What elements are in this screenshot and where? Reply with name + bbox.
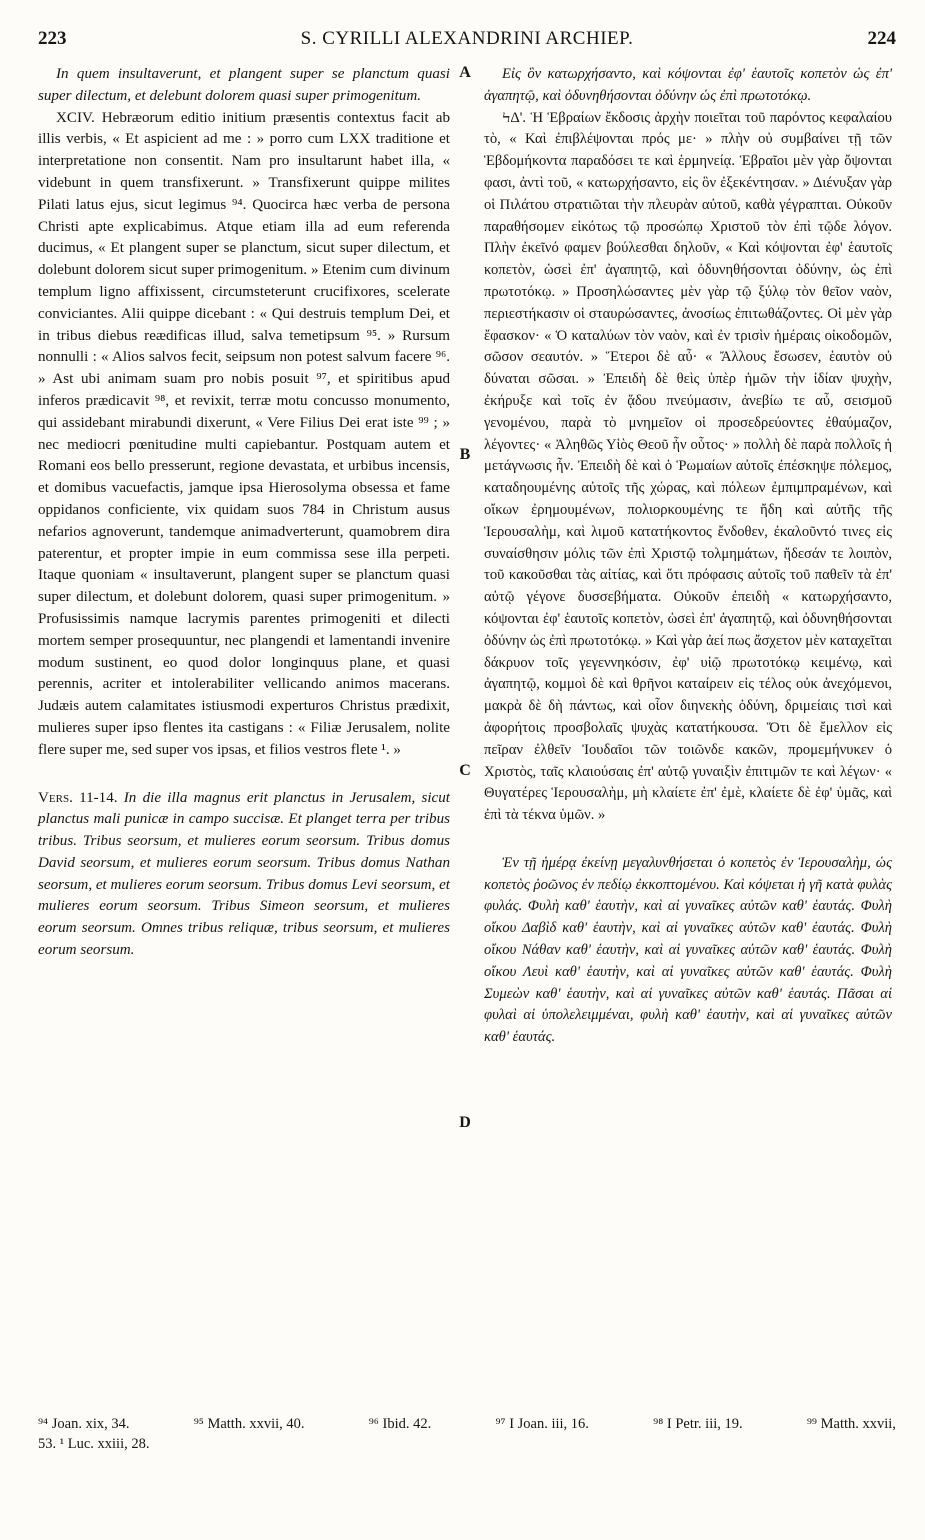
page-number-left: 223 [38, 28, 67, 49]
latin-lemma: In quem insultaverunt, et plangent super se planctum quasi super dilectum, et delebunt dolorem quasi super primogenitum. [38, 66, 450, 104]
greek-column [484, 64, 892, 1049]
footnote-97: ⁹⁷ I Joan. iii, 16. [495, 1416, 589, 1432]
footnote-98: ⁹⁸ I Petr. iii, 19. [653, 1416, 743, 1432]
latin-verse-block [38, 788, 450, 962]
latin-commentary: XCIV. Hebræorum editio initium præsentis contextus facit ab illis verbis, « Et aspicient ad me : » porro cum LXX traditione et interpretatione non consentit. Nam pro insultarunt habet illa, « videbunt in quem transfixerunt. » Transfixerunt quippe milites Pilati latus ejus, sicut legimus ⁹⁴. Quocirca hæc verba de persona Christi apte explicabimus. Atque etiam illa ad eum referenda ducimus, « Et plangent super se planctum, sicut super dilectum, et dolebunt dolorem sicut super primogenitum. » Etenim cum divinum templum ligno affixissent, circumsteterunt crucifixores, scelerate conviciantes. Alii quippe dicebant : « Qui destruis templum Dei, et in tribus diebus reædificas illud, salva temetipsum ⁹⁵. » Rursum nonnulli : « Alios salvos fecit, seipsum non potest salvum facere ⁹⁶. » Ast ubi animam suam pro nobis posuit ⁹⁷, et spiritibus apud inferos prædicavit ⁹⁸, et revixit, terræ motu concusso monumento, qui assidebant mirabundi dixerunt, « Vere Filius Dei erat iste ⁹⁹ ; » nec mediocri pœnitudine multi capiebantur. Postquam autem et Romani eos bello presserunt, regione devastata, et urbibus incensis, et domibus vacuefactis, jamque ipsa Hierosolyma obsessa et fame oppidanos conficiente, vix quidam suos 784 in Christum ausus nefarios agnoverunt, tandemque animadverterunt, quamobrem dira paterentur, et propter impie in eum commissa sese illa perpeti. Itaque quoniam « insultaverunt, plangent super se planctum quasi super dilectum, et dolebunt dolorem, quasi super primogenitum. » Profusissimis namque lacrymis parentes primogeniti et dilecti mortem semper prosequuntur, nec plangendi et lamentandi invenire modum sustinent, eo quod dolor longinquus plane, et quasi perennis, acriter et intolerabiliter vellicando animos macerans. Judæis autem calamitates istiusmodi experturos Christus prædixit, mulieres super ipso flentes ita castigans : « Filiæ Jerusalem, nolite flere super me, sed super vos ipsas, et filios vestros flete ¹. » [38, 109, 450, 758]
page-header [38, 28, 896, 58]
page-number-right: 224 [867, 28, 896, 49]
running-title: S. CYRILLI ALEXANDRINI ARCHIEP. [300, 28, 634, 49]
section-marker-d: D [459, 1114, 471, 1131]
section-marker-a: A [459, 64, 471, 81]
latin-verse-text: In die illa magnus erit planctus in Jerusalem, sicut planctus mali punicæ in campo succisæ. Et planget terra per tribus tribus. Tribus seorsum, et mulieres eorum seorsum. Tribus domus David seorsum, et mulieres eorum seorsum. Tribus domus Nathan seorsum, et mulieres eorum seorsum. Tribus domus Levi seorsum, et mulieres eorum seorsum. Tribus Simeon seorsum, et mulieres eorum seorsum. Omnes tribus reliquæ, tribus seorsum, et mulieres eorum seorsum. [38, 789, 450, 959]
section-marker-b: B [459, 446, 471, 463]
greek-verse-text: Ἐν τῇ ἡμέρᾳ ἐκείνῃ μεγαλυνθήσεται ὁ κοπετὸς ἐν Ἱερουσαλὴμ, ὡς κοπετὸς ῥοῶνος ἐν πεδίῳ ἐκκοπτομένου. Καὶ κόψεται ἡ γῆ κατὰ φυλὰς φυλάς. Φυλὴ καθ' ἑαυτὴν, καὶ αἱ γυναῖκες αὐτῶν καθ' ἑαυτάς. Φυλὴ οἴκου Δαβὶδ καθ' ἑαυτὴν, καὶ αἱ γυναῖκες αὐτῶν καθ' ἑαυτάς. Φυλὴ οἴκου Νάθαν καθ' ἑαυτὴν, καὶ αἱ γυναῖκες αὐτῶν καθ' ἑαυτάς. Φυλὴ οἴκου Λευὶ καθ' ἑαυτὴν, καὶ αἱ γυναῖκες αὐτῶν καθ' ἑαυτάς. Φυλὴ Συμεὼν καθ' ἑαυτὴν, καὶ αἱ γυναῖκες αὐτῶν καθ' ἑαυτάς. Πᾶσαι αἱ φυλαὶ αἱ ὑπολελειμμέναι, φυλὴ καθ' ἑαυτὴν, καὶ αἱ γυναῖκες αὐτῶν καθ' ἑαυτάς. [484, 854, 892, 1046]
latin-column [38, 64, 450, 962]
section-marker-c: C [459, 762, 471, 779]
footnote-line-2: 53. ¹ Luc. xxiii, 28. [38, 1436, 150, 1452]
footnote-line-1 [38, 1414, 896, 1434]
footnote-95: ⁹⁵ Matth. xxvii, 40. [193, 1416, 305, 1432]
footnote-99: ⁹⁹ Matth. xxvii, [806, 1416, 896, 1432]
footnote-96: ⁹⁶ Ibid. 42. [368, 1416, 432, 1432]
footnotes [38, 1414, 896, 1454]
greek-commentary: ϞΔ'. Ἡ Ἑβραίων ἔκδοσις ἀρχὴν ποιεῖται τοῦ παρόντος κεφαλαίου τὸ, « Καὶ ἐπιβλέψονται πρός με· » πλὴν οὐ συμβαίνει τῇ τῶν Ἑβδομήκοντα παραδόσει τε καὶ ἑρμηνείᾳ. Ἑβραῖοι μὲν γὰρ ὄψονται φασι, ἀντὶ τοῦ, « κατωρχήσαντο, εἰς ὃν ἐξεκέντησαν. » Διένυξαν γὰρ οἱ Πιλάτου στρατιῶται τὴν πλευρὰν αὐτοῦ, καθὰ γέγραπται. Οὐκοῦν παραθήσομεν εἰκότως τῷ προσώπῳ Χριστοῦ τὸν ἐπὶ τῷδε λόγον. Πλὴν ἐκεῖνό φαμεν βούλεσθαι δηλοῦν, « Καὶ κόψονται ἐφ' ἑαυτοῖς κοπετὸν, ὡσεὶ ἐπ' ἀγαπητῷ, καὶ ὀδυνηθήσονται ὀδύνην, ὡς ἐπὶ πρωτοτόκῳ. » Προσηλώσαντες μὲν γὰρ τῷ ξύλῳ τὸν θεῖον ναὸν, περιεστήκασιν οἱ σταυρώσαντες, ἀνοσίως ἐπιτωθάζοντες. Οἱ μὲν γὰρ ἔφασκον· « Ὁ καταλύων τὸν ναὸν, καὶ ἐν τρισὶν ἡμέραις οἰκοδομῶν, σῶσον σεαυτόν. » Ἕτεροι δὲ αὖ· « Ἄλλους ἔσωσεν, ἑαυτὸν οὐ δύναται σῶσαι. » Ἐπειδὴ δὲ θεὶς ὑπὲρ ἡμῶν τὴν ἰδίαν ψυχὴν, ἐκήρυξε καὶ τοῖς ἐν ᾅδου πνεύμασιν, ἀνεβίω τε αὖ, σεισμοῦ γενομένου, παρὰ τὸ μνημεῖον οἱ προσεδρεύοντες ἐθαύμαζον, λέγοντες· « Ἀληθῶς Υἱὸς Θεοῦ ἦν οὗτος· » πολλὴ δὲ παρὰ πολλοῖς ἡ μετάγνωσις ἦν. Ἐπειδὴ δὲ καὶ ὁ Ῥωμαίων αὐτοῖς ἐπέσκηψε πόλεμος, καταδηουμένης αὐτοῖς τῆς χώρας, καὶ πόλεων ἐμπιμπραμένων, καὶ οἴκων ἐρημουμένων, πολιορκουμένης τε ἤδη καὶ αὐτῆς τῆς Ἱερουσαλὴμ, καὶ λιμοῦ κατατήκοντος ἔνδοθεν, ἐκαλοῦντό τινες εἰς συναίσθησιν μόλις τῶν ἐπὶ Χριστῷ τολμημάτων, ἤδεσάν τε λοιπὸν, τοῦ κακοῦσθαι τὰς αἰτίας, καὶ ὅτι πρόφασις αὐτοῖς τοῦ παθεῖν τὰ ἐπ' αὐτῷ γέγονε δυσσεβήματα. Οὐκοῦν ἐπειδὴ « κατωρχήσαντο, κόψονται ἐφ' ἑαυτοῖς κοπετὸν, ὡσεὶ ἐπ' ἀγαπητῷ, καὶ ὀδυνηθήσονται ὀδύνην ὡς ἐπὶ πρωτοτόκῳ. » Καὶ γὰρ ἀεί πως ἄσχετον μὲν καταχεῖται δάκρυον τοῖς γεγεννηκόσιν, ἐφ' υἱῷ πρωτοτόκῳ κειμένῳ, καὶ ἀγαπητῷ, κομμοὶ δὲ καὶ θρῆνοι καταίρειν εἰς τέλος οὐκ ἀνεχόμενοι, μακρὰ δὲ δὴ πάντως, καὶ οἷον διηνεκὴς ὀδύνη, δριμείαις τισὶ καὶ ἀφορήτοις προσβολαῖς ψυχὰς κατατήκουσα. Ὅτι δὲ ἔμελλον εἰς πεῖραν ἐλθεῖν Ἰουδαῖοι τῶν τοιῶνδε κακῶν, προμεμήνυκεν ὁ Χριστὸς, ταῖς κλαιούσαις ἐπ' αὐτῷ γυναιξὶν ἐπιτιμῶν τε καὶ λέγων· « Θυγατέρες Ἱερουσαλὴμ, μὴ κλαίετε ἐπ' ἐμὲ, κλαίετε δὲ ἐφ' ὑμᾶς, καὶ ἐπὶ τὰ τέκνα ὑμῶν. » [484, 109, 892, 824]
footnote-94: ⁹⁴ Joan. xix, 34. [38, 1416, 130, 1432]
verse-label: Vers. 11-14. [38, 789, 118, 806]
greek-lemma: Εἰς ὃν κατωρχήσαντο, καὶ κόψονται ἐφ' ἑαυτοῖς κοπετὸν ὡς ἐπ' ἀγαπητῷ, καὶ ὀδυνηθήσονται ὀδύνην ὡς ἐπὶ πρωτοτόκῳ. [484, 66, 892, 104]
